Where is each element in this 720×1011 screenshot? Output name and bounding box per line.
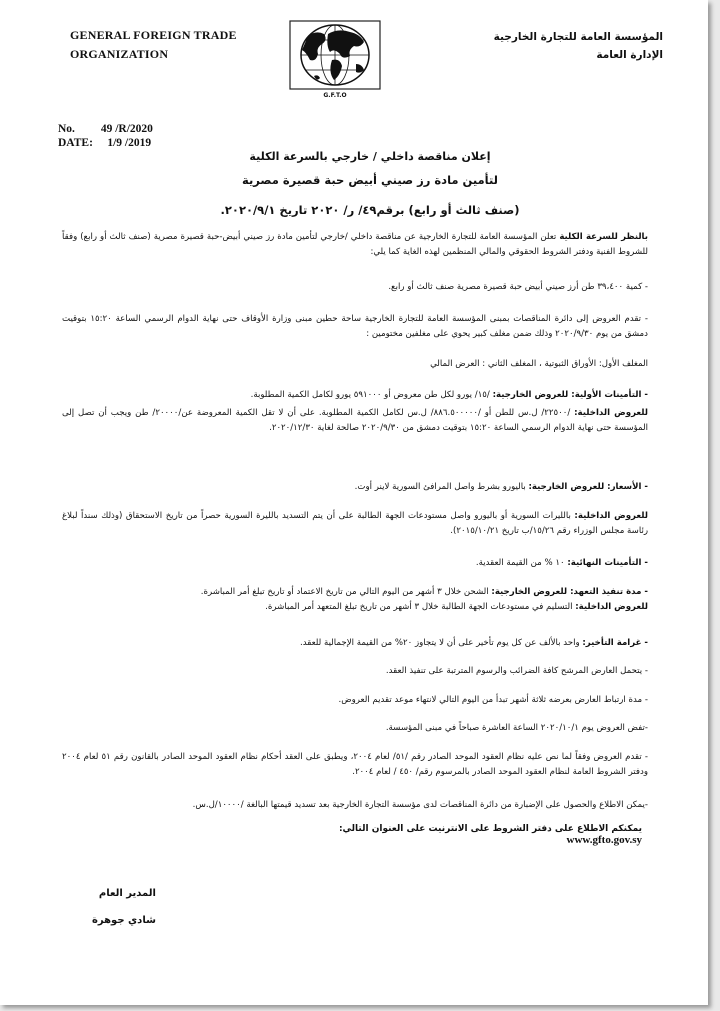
submission-paragraph: - تقدم العروض إلى دائرة المناقصات بمبنى المؤسسة العامة للتجارة الخارجية ساحة حطين مبنى وزارة الأوقاف حتى نهاية الدوام الرسمي الساعة ١٥:٢٠ بتوقيت دمشق من يوم ٢٠٢٠/٩/٣٠ وذلك ضمن مغلف كبير يحوي على مغلفين مختومين : (62, 314, 648, 339)
preliminary-guarantee-internal-label: للعروض الداخلية: (574, 408, 649, 418)
taxes-paragraph: - يتحمل العارض المرشح كافة الضرائب والرسوم المترتبة على تنفيذ العقد. (385, 666, 648, 676)
validity-paragraph: - مدة ارتباط العارض بعرضه ثلاثة أشهر تبدأ من اليوم التالي لانتهاء موعد تقديم العروض. (338, 695, 648, 705)
website-line (262, 824, 642, 846)
org-name-en-line1: GENERAL FOREIGN TRADE (70, 28, 237, 42)
duration-internal: التسليم في مستودعات الجهة الطالبة خلال ٣ أشهر من تاريخ تبلغ المتعهد أمر المباشرة. (265, 602, 576, 612)
reference-number-value: 49 /R/2020 (100, 123, 153, 135)
duration-section (62, 585, 648, 615)
gfto-logo (288, 20, 382, 100)
signature-block (92, 880, 156, 934)
reference-block (58, 122, 153, 150)
logo-caption: G.F.T.O (323, 92, 347, 99)
date-label: DATE: (58, 137, 93, 149)
prices-internal: بالليرات السورية أو باليورو واصل مستودعات الجهة الطالبة على أن يتم التسديد بالليرة السورية حصراً من تاريخ الاستحقاق (وذلك سنداً لبلاغ رئاسة مجلس الوزراء رقم ١٥/٢٦/ب تاريخ ٢٠١٥/١٠/٢١). (62, 511, 648, 536)
org-name-arabic (494, 28, 663, 64)
org-name-ar-line1: المؤسسة العامة للتجارة الخارجية (493, 31, 663, 43)
preliminary-guarantee-section (62, 388, 648, 436)
signature-title: المدير العام (98, 888, 156, 899)
prices-label: - الأسعار: للعروض الخارجية: (528, 482, 648, 492)
title-line-3: (صنف ثالث أو رابع) برقم٤٩/ ر/ ٢٠٢٠ تاريخ ٢٠٢٠/٩/١. (220, 203, 520, 217)
date-value: 1/9 /2019 (107, 137, 152, 149)
prices-internal-label: للعروض الداخلية: (574, 511, 648, 521)
prices-section (62, 480, 648, 539)
final-guarantee-paragraph (62, 556, 648, 571)
booklet-paragraph: -يمكن الاطلاع والحصول على الإضبارة من دائرة المناقصات لدى مؤسسة التجارة الخارجية بعد تسديد قيمتها البالغة /١٠٠٠٠/ل.س. (192, 800, 648, 810)
reference-number-label: No. (58, 123, 75, 135)
envelopes-paragraph: المغلف الأول: الأوراق الثبوتية ، المغلف الثاني : العرض المالي (430, 359, 648, 369)
org-name-english (70, 26, 237, 64)
duration-internal-label: للعروض الداخلية: (575, 602, 648, 612)
org-name-ar-line2: الإدارة العامة (596, 49, 663, 61)
duration-external: الشحن خلال ٣ أشهر من اليوم التالي من تاريخ الاعتماد أو تاريخ تبلغ أمر المباشرة. (200, 587, 492, 597)
preliminary-guarantee-external: /١٥/ يورو لكل طن معروض أو ٥٩١٠٠٠ يورو لكامل الكمية المطلوبة. (250, 390, 493, 400)
org-name-en-line2: ORGANIZATION (70, 47, 169, 61)
penalty-text: واحد بالألف عن كل يوم تأخير على أن لا يتجاوز ٢٠% من القيمة الإجمالية للعقد. (300, 638, 583, 648)
reference-number-row (58, 122, 153, 136)
penalty-label: - غرامة التأخير: (582, 638, 648, 648)
title-line-2: لتأمين مادة رز صيني أبيض حبة قصيرة مصرية (241, 173, 499, 187)
intro-paragraph (62, 230, 648, 260)
quantity-paragraph: - كمية ٣٩،٤٠٠ طن أرز صيني أبيض حبة قصيرة مصرية صنف ثالث أو رابع. (388, 282, 648, 292)
law-paragraph: - تقدم العروض وفقاً لما نص عليه نظام العقود الموحد الصادر رقم /٥١/ لعام ٢٠٠٤، ويطبق على العقد أحكام نظام العقود الموحد الصادر بالقانون رقم ٥١ لعام ٢٠٠٤ ودفتر الشروط العامة لنظام العقود الموحد الصادر بالمرسوم رقم/ ٤٥٠ / لعام ٢٠٠٤. (62, 752, 649, 777)
date-row (58, 136, 153, 150)
final-guarantee-label: - التأمينات النهائية: (567, 558, 648, 568)
duration-label: - مدة تنفيذ التعهد: للعروض الخارجية: (491, 587, 648, 597)
preliminary-guarantee-internal: /٢٢٥٠٠/ ل.س للطن أو /٨٨٦.٥٠٠٠٠٠/ ل.س لكامل الكمية المطلوبة. على أن لا تقل الكمية المعروضة عن/٢٠٠٠٠/ طن ويجب أن تصل إلى المؤسسة حتى نهاية الدوام الرسمي الساعة ١٥:٢٠ بتوقيت دمشق من ٢٠٢٠/٩/٣٠ صالحة لغاية ٢٠٢٠/١٢/٣٠. (62, 408, 648, 433)
signature-name: شادي جوهرة (92, 915, 156, 926)
title-line-1: إعلان مناقصة داخلي / خارجي بالسرعة الكلية (249, 150, 491, 163)
prices-external: باليورو بشرط واصل المرافئ السورية لاينر أوت. (354, 482, 529, 492)
website-label: يمكنكم الاطلاع على دفتر الشروط على الانترنيت على العنوان التالي: (338, 824, 642, 834)
penalty-paragraph (62, 636, 648, 651)
final-guarantee-text: ١٠ % من القيمة العقدية. (475, 558, 568, 568)
intro-text: تعلن المؤسسة العامة للتجارة الخارجية عن مناقصة داخلي /خارجي لتأمين مادة رز صيني أبيض-حبة قصيرة مصرية (صنف ثالث أو رابع) وفقاً للشروط الفنية ودفتر الشروط الحقوقي والمالي المنظمين لهذه الغاية كما يلي: (62, 232, 648, 257)
globe-icon (288, 20, 382, 100)
preliminary-guarantee-label: - التأمينات الأولية: للعروض الخارجية: (492, 390, 648, 400)
opening-paragraph: -تفض العروض يوم ٢٠٢٠/١٠/١ الساعة العاشرة صباحاً في مبنى المؤسسة. (385, 723, 648, 733)
website-link[interactable]: www.gfto.gov.sy (566, 834, 642, 846)
intro-bold: بالنظر للسرعة الكلية (559, 232, 649, 242)
